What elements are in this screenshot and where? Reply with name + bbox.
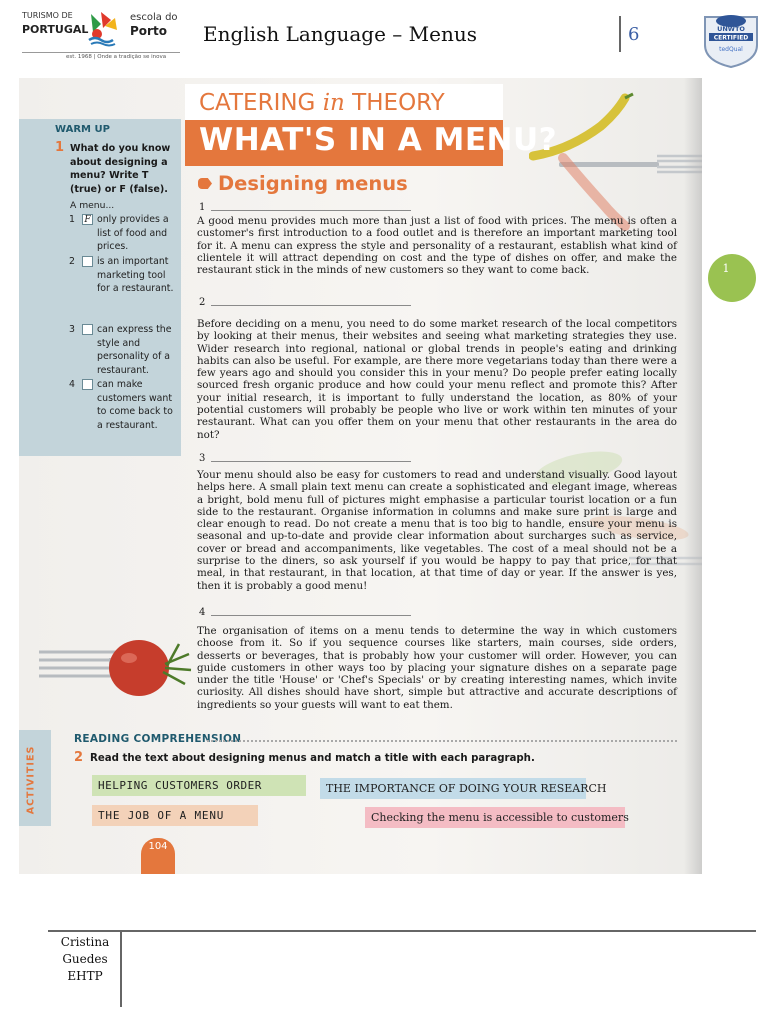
document-title: English Language – Menus	[203, 22, 477, 46]
arrow-icon	[198, 178, 212, 189]
footer-line: EHTP	[67, 969, 103, 983]
logo-line1-left: TURISMO DE	[22, 11, 73, 20]
answer-box[interactable]	[82, 324, 93, 335]
logo-line2-right: Porto	[130, 24, 167, 38]
subheading	[198, 172, 408, 195]
answer-box[interactable]	[82, 256, 93, 267]
item-text: can express the style and personality of a restaurant.	[97, 324, 172, 377]
kicker-in: in	[322, 90, 345, 116]
section-kicker	[185, 84, 503, 120]
reading-comprehension-title: READING COMPREHENSION	[74, 733, 242, 745]
activity-instruction: Read the text about designing menus and match a title with each paragraph.	[90, 753, 535, 764]
school-logo	[20, 8, 180, 66]
logo-divider	[22, 52, 180, 53]
item-number: 3	[69, 324, 75, 335]
title-blank-line	[211, 461, 411, 462]
unwto-badge	[700, 11, 762, 69]
warm-up-sidebar	[19, 119, 181, 456]
paragraph-marker-label: 1	[722, 262, 730, 275]
textbook-page	[19, 78, 702, 874]
item-number: 1	[69, 214, 75, 225]
footer-author	[50, 934, 120, 985]
subheading-text: Designing menus	[218, 172, 408, 195]
paragraph-number	[199, 202, 411, 213]
badge-line2: CERTIFIED	[713, 34, 749, 42]
title-blank-line	[211, 210, 411, 211]
footer-line: Cristina	[60, 935, 110, 949]
title-strip[interactable]: THE IMPORTANCE OF DOING YOUR RESEARCH	[320, 778, 586, 799]
dotted-rule	[207, 740, 677, 742]
item-text: can make customers want to come back to a restaurant.	[97, 379, 173, 432]
header-divider	[619, 16, 621, 52]
paragraph: A good menu provides much more than just a list of food with prices. The menu is often a customer's first introduction to a food outlet and is therefore an important marketing tool for it. A menu can express the style and personality of a restaurant, establish what kind of clientele it will attract depending on cost and the type of dishes on offer, and make the restaurant stick in the minds of new customers so they want to come back.	[197, 215, 677, 277]
title-strip[interactable]: THE JOB OF A MENU	[92, 805, 258, 826]
badge-line3: tedQual	[719, 46, 743, 53]
activity-question-number: 2	[74, 750, 84, 765]
paragraph-number	[199, 453, 411, 464]
answer-box[interactable]	[82, 379, 93, 390]
item-text: only provides a list of food and prices.	[97, 214, 169, 253]
document-page-number: 6	[628, 24, 640, 45]
activities-label: ACTIVITIES	[25, 745, 37, 815]
paragraph-number	[199, 607, 411, 618]
paragraph: The organisation of items on a menu tends to determine the way in which customers choose from it. So if you sequence courses like starters, main courses, side orders, desserts or beverages, that is probably how your customer will order. However, you can guide customers in other ways too by placing your signature dishes on a separate page under the title 'House' or 'Chef's Specials' or by creating interesting names, which invite curiosity. All dishes should have short, simple but attractive and accurate descriptions of ingredients so your guests will want to eat them.	[197, 625, 677, 711]
warm-up-question: What do you know about designing a menu? Write T (true) or F (false).	[70, 143, 171, 195]
unit-title: WHAT'S IN A MENU?	[199, 122, 558, 158]
paragraph: Your menu should also be easy for customers to read and understand visually. Good layout helps here. A small plain text menu can create a sophisticated and elegant image, whereas a bright, bold menu full of pictures might emphasise a particular tourist location or a fun side to the restaurant. Organise information in columns and make sure print is large and clear enough to read. Do not create a menu that is too big to handle, ensure your menu is seasonal and up-to-date and provide clear information about surcharges such as service, cover or bread and accompaniments, like vegetables. The cost of a meal should not be a surprise to the diners, so ask yourself if you would be happy to pay that price, for that meal, in that restaurant, in that location, at that time of day or year. If the answer is yes, then it is probably a good menu!	[197, 469, 677, 592]
title-blank-line	[211, 615, 411, 616]
logo-tagline: est. 1968 | Onde a tradição se inova	[66, 54, 167, 60]
title-blank-line	[211, 305, 411, 306]
paragraph-number	[199, 297, 411, 308]
book-page-number: 104	[141, 838, 175, 874]
paragraph-number-text: 4	[199, 607, 206, 618]
warm-up-question-number: 1	[55, 140, 65, 155]
portugal-symbol-icon	[83, 10, 123, 48]
warm-up-title: WARM UP	[55, 124, 110, 135]
item-number: 2	[69, 256, 75, 267]
warm-up-intro: A menu...	[70, 200, 115, 211]
kicker-pre: CATERING	[199, 90, 323, 116]
paragraph: Before deciding on a menu, you need to do some market research of the local competitors by looking at their menus, their websites and seeing what marketing strategies they use. Wider research into regional, national or global trends in people's eating and drinking habits can also be useful. For example, are there more vegetarians today than there were a few years ago and should you consider this in your menu? Do people prefer eating locally sourced fresh organic produce and how could your menu reflect and promote this? After your initial research, it is important to fully understand the location, as 80% of your potential customers will probably be people who live or work within ten minutes of your restaurant. What can you offer them on your menu that other restaurants in the area do not?	[197, 318, 677, 441]
logo-line2-left: PORTUGAL	[22, 23, 89, 36]
page-gutter-shadow	[684, 78, 702, 874]
paragraph-number-text: 3	[199, 453, 206, 464]
title-strip[interactable]: Checking the menu is accessible to customers	[365, 807, 625, 828]
badge-line1: UNWTO	[717, 25, 745, 33]
paragraph-number-text: 1	[199, 202, 206, 213]
answer-box[interactable]: F	[82, 214, 93, 225]
paragraph-marker	[708, 254, 756, 302]
paragraph-number-text: 2	[199, 297, 206, 308]
logo-line1-right: escola do	[130, 12, 178, 23]
footer-line: Guedes	[62, 952, 108, 966]
kicker-post: THEORY	[344, 90, 445, 116]
title-strip[interactable]: HELPING CUSTOMERS ORDER	[92, 775, 306, 796]
footer-divider	[120, 931, 122, 1007]
item-text: is an important marketing tool for a restaurant.	[97, 256, 174, 295]
footer-rule	[48, 930, 756, 932]
tomato-fork-icon	[39, 634, 199, 704]
item-number: 4	[69, 379, 75, 390]
